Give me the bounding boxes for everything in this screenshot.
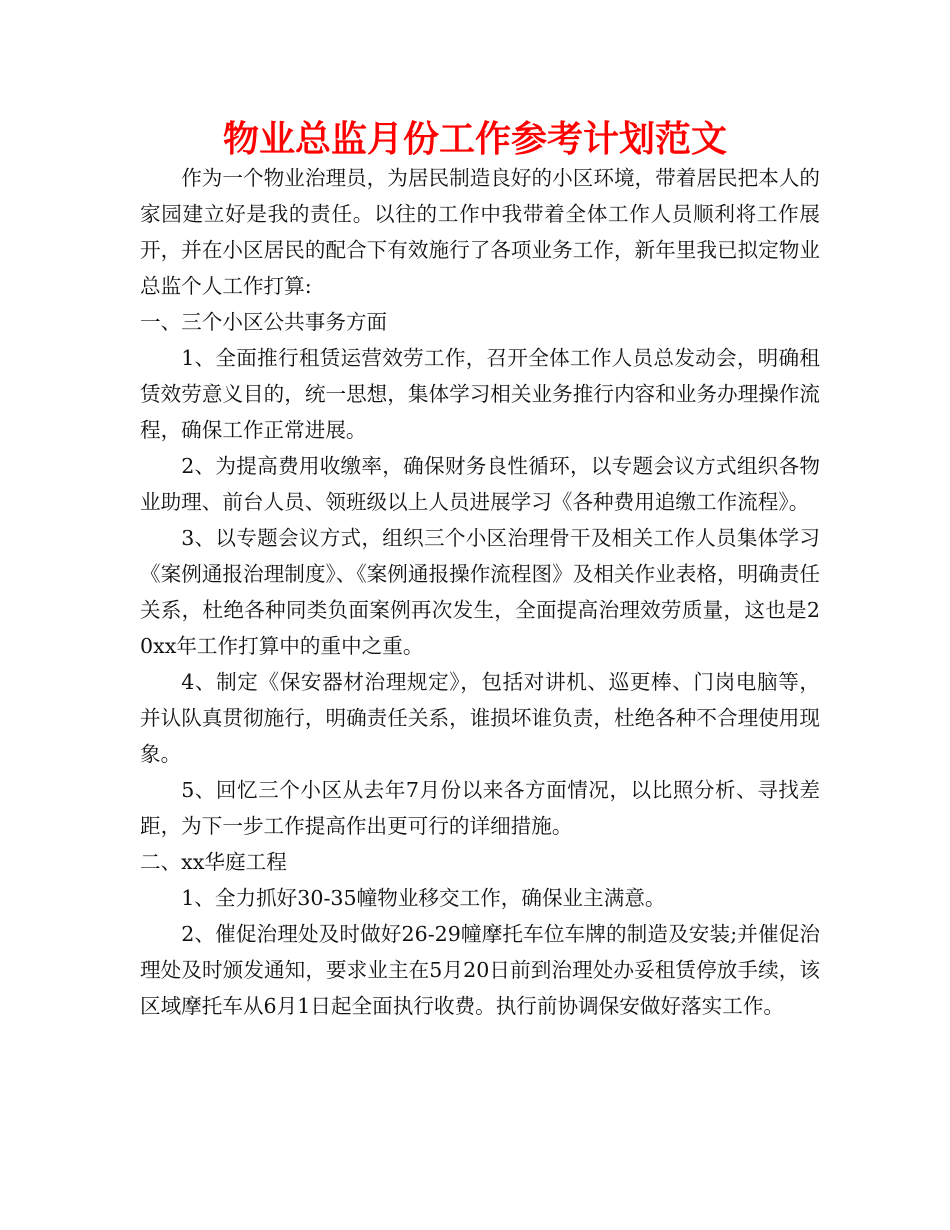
paragraph-item: 4、制定《保安器材治理规定》，包括对讲机、巡更棒、门岗电脑等，并认队真贯彻施行，明确责任关系，谁损坏谁负责，杜绝各种不合理使用现象。 [140,670,820,766]
section-heading-1: 一、三个小区公共事务方面 [140,310,388,334]
paragraph-item: 2、为提高费用收缴率，确保财务良性循环，以专题会议方式组织各物业助理、前台人员、领班级以上人员进展学习《各种费用追缴工作流程》。 [140,454,820,514]
paragraph-item: 2、催促治理处及时做好26-29幢摩托车位车牌的制造及安装;并催促治理处及时颁发通知，要求业主在5月20日前到治理处办妥租赁停放手续，该区域摩托车从6月1日起全面执行收费。执行前协调保安做好落实工作。 [140,922,820,1018]
paragraph-intro: 作为一个物业治理员，为居民制造良好的小区环境，带着居民把本人的家园建立好是我的责任。以往的工作中我带着全体工作人员顺利将工作展开，并在小区居民的配合下有效施行了各项业务工作，新年里我已拟定物业总监个人工作打算: [140,166,820,298]
paragraph-item: 5、回忆三个小区从去年7月份以来各方面情况，以比照分析、寻找差距，为下一步工作提高作出更可行的详细措施。 [140,778,820,838]
document-title: 物业总监月份工作参考计划范文 [222,119,727,160]
section-heading-2: 二、xx华庭工程 [140,850,287,874]
paragraph-item: 1、全面推行租赁运营效劳工作，召开全体工作人员总发动会，明确租赁效劳意义目的，统一思想，集体学习相关业务推行内容和业务办理操作流程，确保工作正常进展。 [140,346,820,442]
paragraph-item: 3、以专题会议方式，组织三个小区治理骨干及相关工作人员集体学习《案例通报治理制度》、《案例通报操作流程图》及相关作业表格，明确责任关系，杜绝各种同类负面案例再次发生，全面提高治理效劳质量，这也是20xx年工作打算中的重中之重。 [140,526,820,658]
paragraph-item: 1、全力抓好30-35幢物业移交工作，确保业主满意。 [181,886,666,910]
document-body [140,160,820,1024]
